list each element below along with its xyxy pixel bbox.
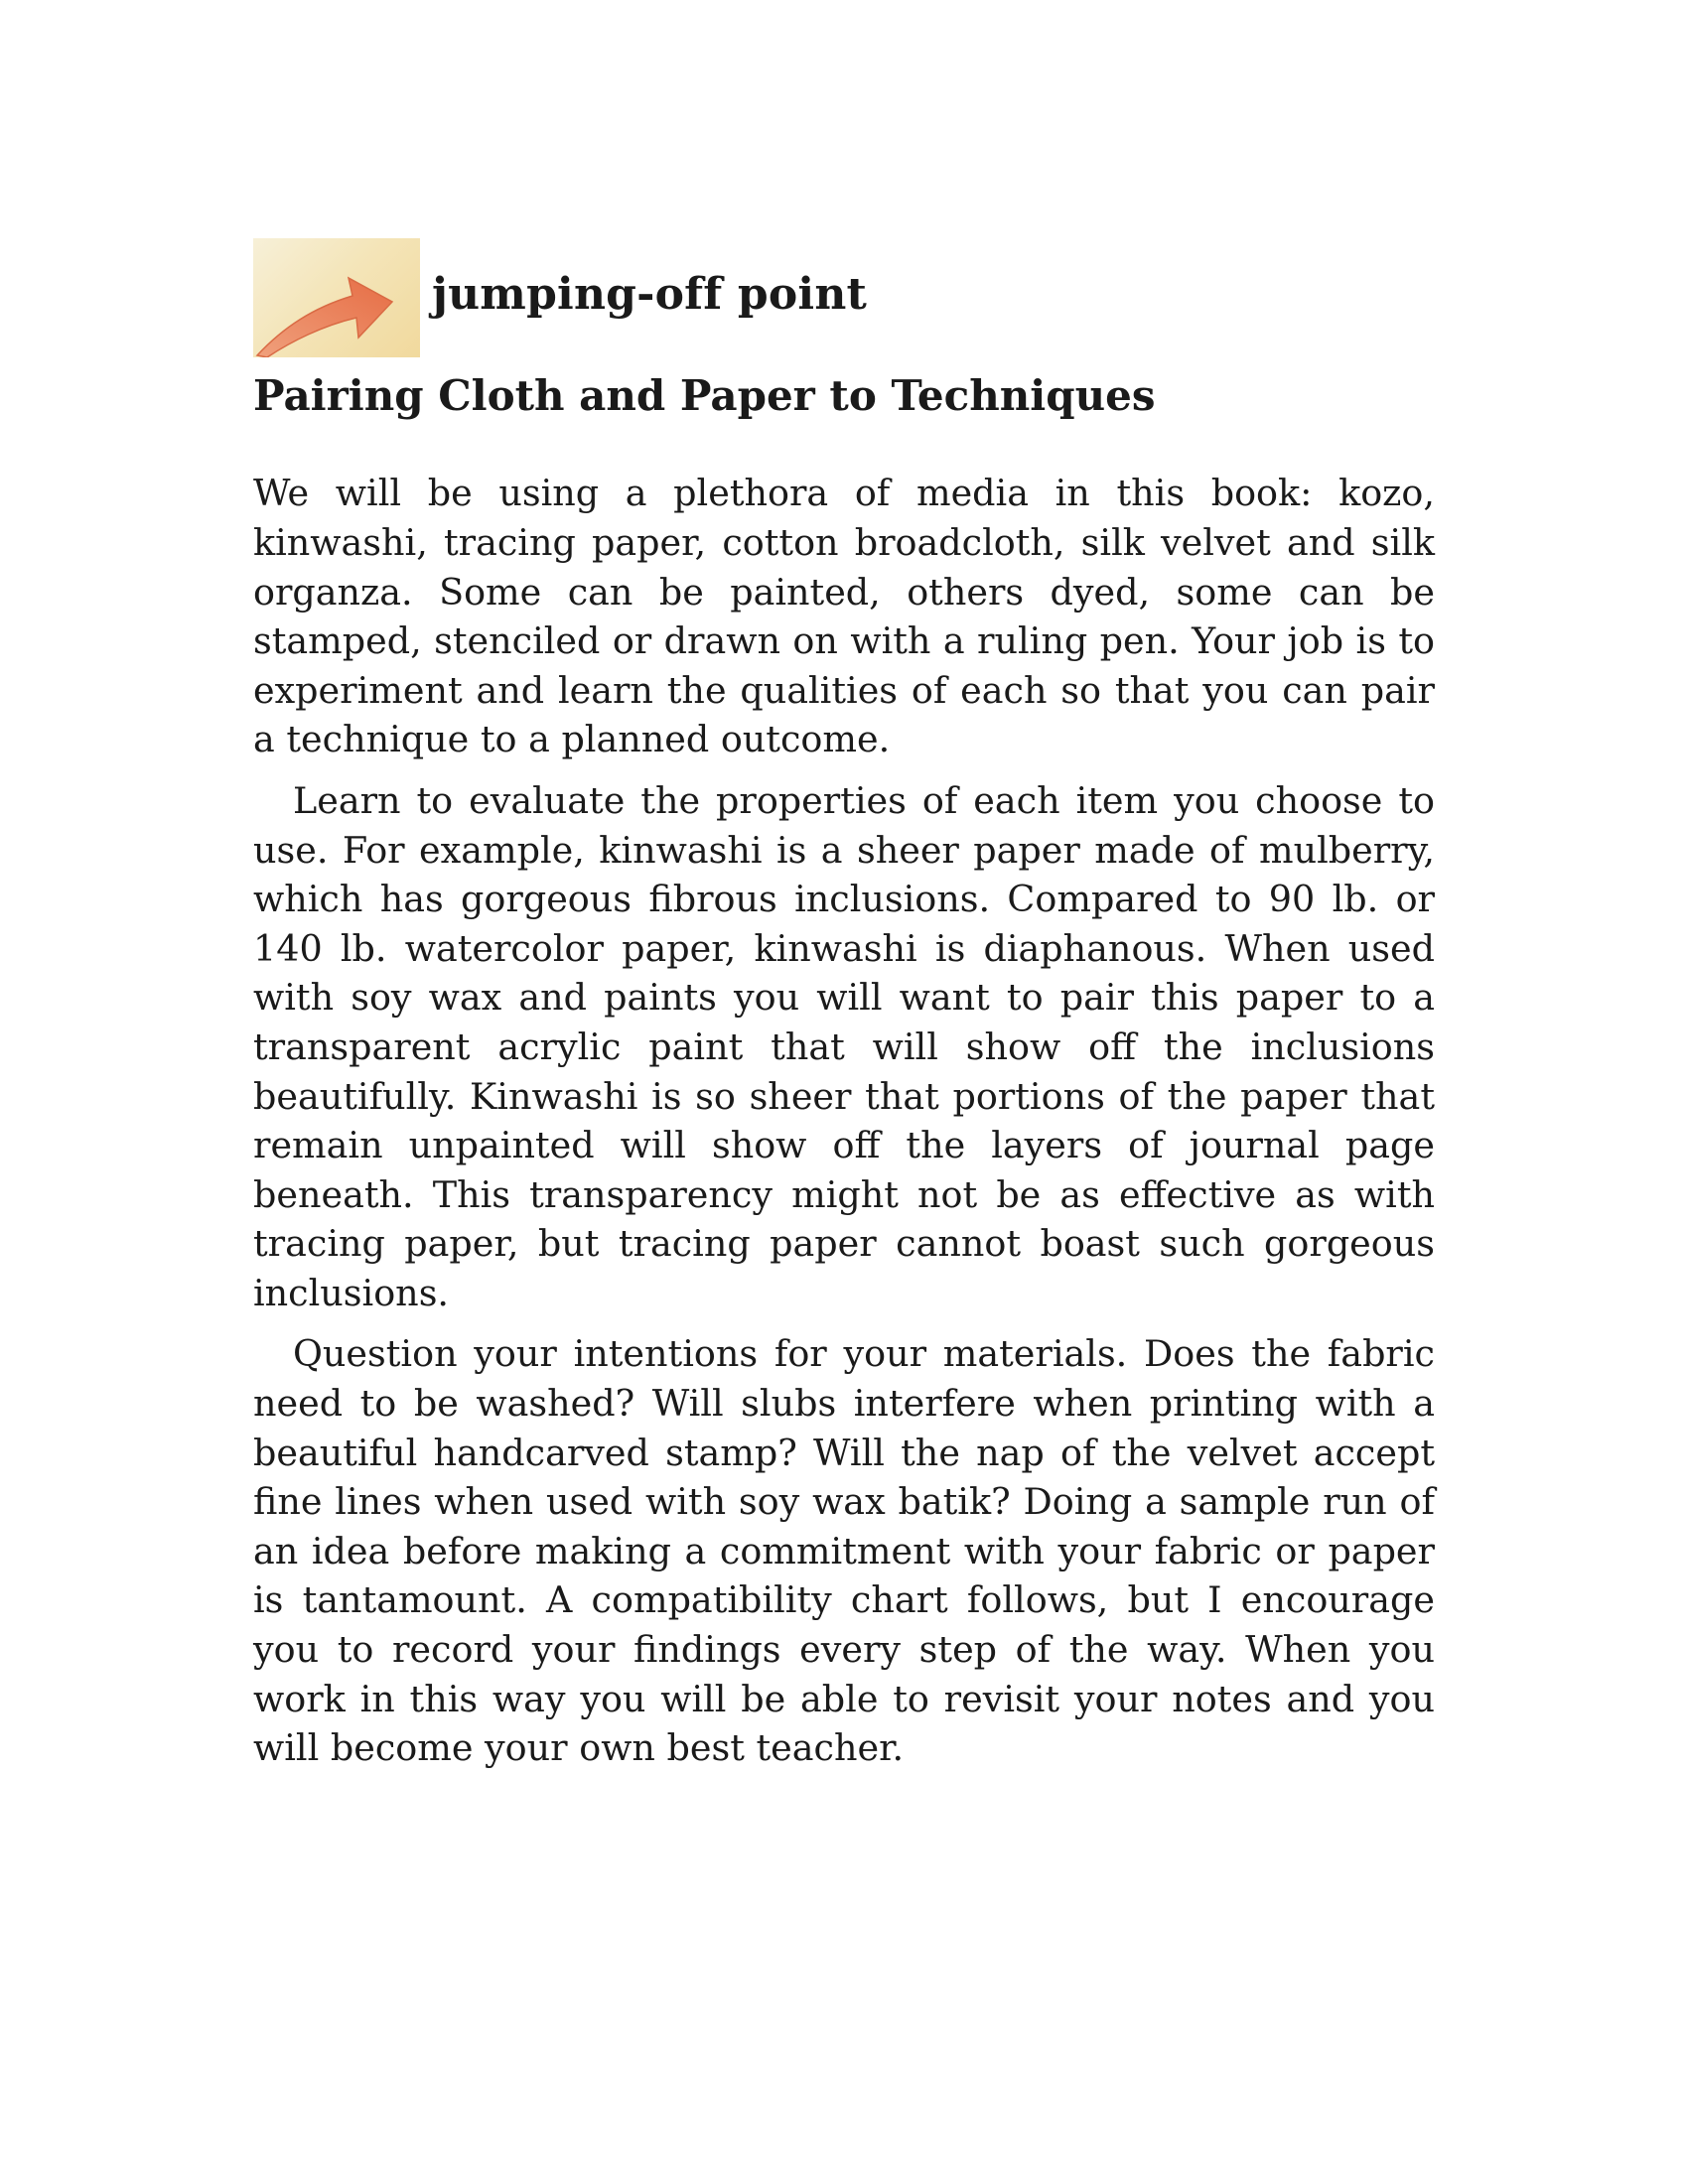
- section-header: [253, 238, 1435, 357]
- section-label: jumping-off point: [432, 269, 868, 320]
- page: [253, 238, 1435, 1785]
- paragraph-2: Learn to evaluate the properties of each item you choose to use. For example, kinwashi is a sheer paper made of mulberry, which has gorgeous fibrous inclusions. Compared to 90 lb. or 140 lb. watercolor paper, kinwashi is diaphanous. When used with soy wax and paints you will want to pair this paper to a transparent acrylic paint that will show off the inclusions beautifully. Kinwashi is so sheer that portions of the paper that remain unpainted will show off the layers of journal page beneath. This transparency might not be as effective as with tracing paper, but tracing paper cannot boast such gorgeous inclusions.: [253, 778, 1435, 1314]
- body-text: [253, 469, 1435, 1772]
- paragraph-1: We will be using a plethora of media in this book: kozo, kinwashi, tracing paper, cotton broadcloth, silk velvet and silk organza. Some can be painted, others dyed, some can be stamped, stenciled or drawn on with a ruling pen. Your job is to experiment and learn the qualities of each so that you can pair a technique to a planned outcome.: [253, 472, 1435, 761]
- page-title: Pairing Cloth and Paper to Techniques: [253, 371, 1156, 420]
- paragraph-3: Question your intentions for your materials. Does the fabric need to be washed? Will slubs interfere when printing with a beautiful handcarved stamp? Will the nap of the velvet accept fine lines when used with soy wax batik? Doing a sample run of an idea before making a commitment with your fabric or paper is tantamount. A compatibility chart follows, but I encourage you to record your findings every step of the way. When you work in this way you will be able to revisit your notes and you will become your own best teacher.: [253, 1332, 1435, 1770]
- orange-arrow-icon: [253, 238, 420, 357]
